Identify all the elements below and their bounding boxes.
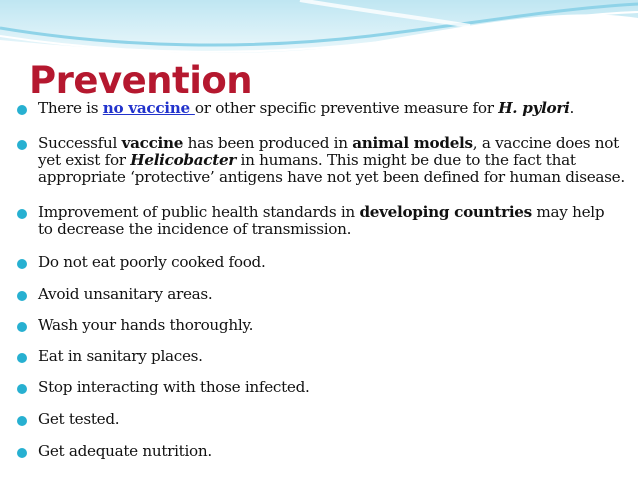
bullet-dot-icon [17, 384, 27, 394]
text-segment: yet exist for [38, 151, 131, 169]
text-segment: animal models [352, 134, 473, 152]
slide-title: Prevention [29, 59, 253, 102]
bullet-text: Stop interacting with those infected. [38, 378, 310, 396]
bullet-dot-icon [17, 140, 27, 150]
text-segment: may help [531, 203, 605, 221]
bullet-dot-icon [17, 322, 27, 332]
bullet-text [38, 204, 634, 222]
bullet-text [38, 152, 634, 170]
bullet-text [38, 221, 634, 239]
bullet-text [38, 169, 634, 187]
text-segment: developing countries [359, 203, 532, 221]
bullet-dot-icon [17, 105, 27, 115]
text-segment: to decrease the incidence of transmission. [38, 220, 352, 238]
bullet-dot-icon [17, 291, 27, 301]
text-segment: , a vaccine does not [472, 134, 619, 152]
text-segment: vaccine [121, 134, 184, 152]
bullet-text: Wash your hands thoroughly. [38, 316, 254, 334]
text-segment: appropriate ‘protective’ antigens have not yet been defined for human disease. [38, 168, 625, 186]
bullet-text: Avoid unsanitary areas. [38, 285, 213, 303]
no-vaccine-link[interactable]: no vaccine [102, 99, 195, 117]
bullet-dot-icon [17, 209, 27, 219]
genus-name: Helicobacter [130, 151, 237, 169]
species-name: H. pylori [498, 99, 570, 117]
bullet-text: Do not eat poorly cooked food. [38, 253, 266, 271]
text-segment: Successful [38, 134, 122, 152]
bullet-text: Get tested. [38, 410, 120, 428]
text-segment: has been produced in [183, 134, 353, 152]
bullet-dot-icon [17, 353, 27, 363]
text-segment: in humans. This might be due to the fact that [236, 151, 576, 169]
bullet-text [38, 100, 634, 118]
bullet-dot-icon [17, 448, 27, 458]
bullet-dot-icon [17, 416, 27, 426]
text-segment: or other specific preventive measure for [194, 99, 499, 117]
bullet-text [38, 135, 634, 153]
bullet-text: Get adequate nutrition. [38, 442, 212, 460]
text-segment: Improvement of public health standards in [38, 203, 360, 221]
bullet-text: Eat in sanitary places. [38, 347, 203, 365]
text-segment: There is [38, 99, 103, 117]
bullet-dot-icon [17, 259, 27, 269]
text-segment: . [569, 99, 575, 117]
